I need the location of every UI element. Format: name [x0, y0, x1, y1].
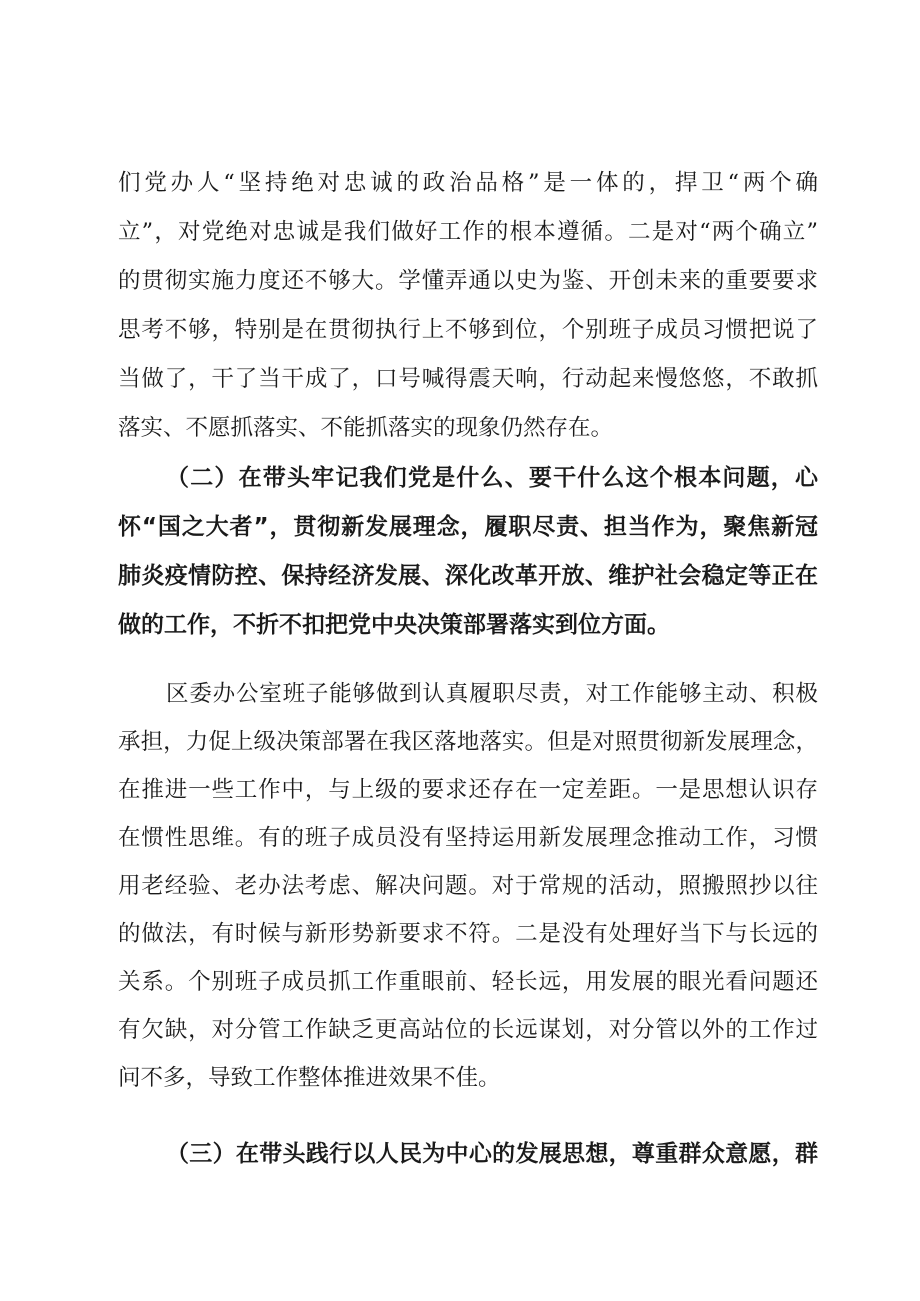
text-line: 们党办人“坚持绝对忠诚的政治品格”是一体的，捍卫“两个确 [118, 170, 818, 196]
text-line: 落实、不愿抓落实、不能抓落实的现象仍然存在。 [118, 415, 614, 441]
text-line: 的做法，有时候与新形势新要求不符。二是没有处理好当下与长远的 [118, 921, 818, 947]
heading-line: （二）在带头牢记我们党是什么、要干什么这个根本问题，心 [166, 465, 818, 491]
heading-line: 做的工作，不折不扣把党中央决策部署落实到位方面。 [118, 612, 670, 638]
text-line: 在惯性思维。有的班子成员没有坚持运用新发展理念推动工作，习惯 [118, 825, 818, 851]
text-line: 当做了，干了当干成了，口号喊得震天响，行动起来慢悠悠，不敢抓 [118, 366, 818, 392]
heading-line: 怀“国之大者”，贯彻新发展理念，履职尽责、担当作为，聚焦新冠 [118, 514, 818, 540]
text-line: 思考不够，特别是在贯彻执行上不够到位，个别班子成员习惯把说了 [118, 317, 818, 343]
text-line: 问不多，导致工作整体推进效果不佳。 [118, 1065, 501, 1091]
text-line: 区委办公室班子能够做到认真履职尽责，对工作能够主动、积极 [166, 681, 818, 707]
heading-line: 肺炎疫情防控、保持经济发展、深化改革开放、维护社会稳定等正在 [118, 563, 818, 589]
text-line: 立”，对党绝对忠诚是我们做好工作的根本遵循。二是对“两个确立” [118, 219, 818, 245]
text-line: 在推进一些工作中，与上级的要求还存在一定差距。一是思想认识存 [118, 777, 818, 803]
heading-line: （三）在带头践行以人民为中心的发展思想，尊重群众意愿，群 [166, 1141, 818, 1167]
text-line: 承担，力促上级决策部署在我区落地落实。但是对照贯彻新发展理念， [118, 729, 818, 755]
text-line: 的贯彻实施力度还不够大。学懂弄通以史为鉴、开创未来的重要要求 [118, 268, 818, 294]
text-line: 有欠缺，对分管工作缺乏更高站位的长远谋划，对分管以外的工作过 [118, 1017, 818, 1043]
text-line: 用老经验、老办法考虑、解决问题。对于常规的活动，照搬照抄以往 [118, 873, 818, 899]
text-line: 关系。个别班子成员抓工作重眼前、轻长远，用发展的眼光看问题还 [118, 969, 818, 995]
